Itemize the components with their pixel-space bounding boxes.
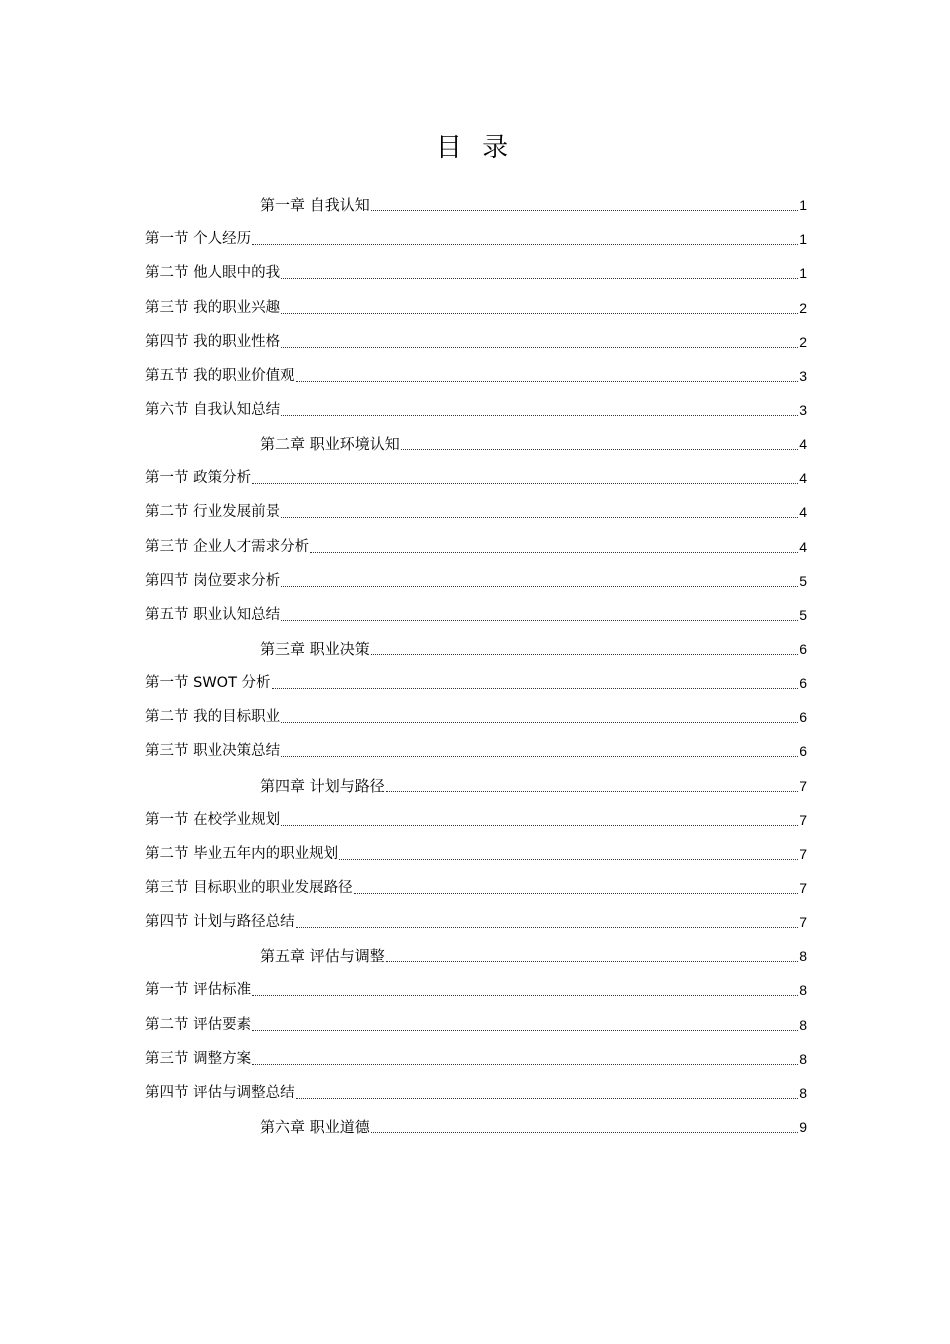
toc-entry-label: 第二节 他人眼中的我 — [145, 265, 281, 282]
toc-section-entry[interactable] — [145, 900, 807, 934]
toc-chapter-entry[interactable] — [145, 627, 807, 661]
toc-section-entry[interactable] — [145, 524, 807, 558]
toc-page-number: 7 — [799, 811, 807, 828]
toc-page-number: 8 — [799, 1084, 807, 1101]
toc-entry-label: 第二节 毕业五年内的职业规划 — [145, 845, 339, 862]
toc-chapter-entry[interactable] — [145, 763, 807, 797]
toc-entry-label: 第四章 计划与路径 — [260, 776, 385, 795]
toc-page-number: 7 — [799, 914, 807, 931]
toc-section-entry[interactable] — [145, 388, 807, 422]
toc-entry-label: 第一节 SWOT 分析 — [145, 675, 271, 692]
toc-dot-leader — [354, 893, 799, 894]
toc-page-number: 4 — [799, 538, 807, 555]
toc-entry-label: 第三节 职业决策总结 — [145, 743, 281, 760]
toc-dot-leader — [339, 859, 798, 860]
toc-dot-leader — [272, 688, 799, 689]
toc-dot-leader — [281, 415, 798, 416]
toc-entry-label: 第四节 计划与路径总结 — [145, 914, 295, 931]
toc-page-number: 6 — [799, 640, 807, 657]
toc-page-number: 5 — [799, 572, 807, 589]
toc-chapter-entry[interactable] — [145, 183, 807, 217]
toc-chapter-entry[interactable] — [145, 1105, 807, 1139]
toc-entry-label: 第三节 目标职业的职业发展路径 — [145, 879, 353, 896]
toc-section-entry[interactable] — [145, 320, 807, 354]
toc-entry-label: 第一节 评估标准 — [145, 982, 252, 999]
toc-dot-leader — [296, 381, 799, 382]
toc-entry-label: 第四节 我的职业性格 — [145, 333, 281, 350]
toc-dot-leader — [281, 278, 798, 279]
toc-page-number: 1 — [799, 265, 807, 282]
toc-entry-label: 第四节 评估与调整总结 — [145, 1084, 295, 1101]
toc-page-number: 8 — [799, 1050, 807, 1067]
toc-dot-leader — [252, 244, 798, 245]
toc-entry-label: 第二节 评估要素 — [145, 1016, 252, 1033]
toc-section-entry[interactable] — [145, 593, 807, 627]
toc-dot-leader — [281, 756, 798, 757]
toc-page-number: 7 — [799, 879, 807, 896]
toc-entry-label: 第三节 我的职业兴趣 — [145, 299, 281, 316]
toc-entry-label: 第五章 评估与调整 — [260, 947, 385, 966]
toc-entry-label: 第一节 在校学业规划 — [145, 811, 281, 828]
toc-section-entry[interactable] — [145, 832, 807, 866]
toc-section-entry[interactable] — [145, 1002, 807, 1036]
toc-dot-leader — [252, 1064, 798, 1065]
toc-section-entry[interactable] — [145, 559, 807, 593]
toc-dot-leader — [371, 654, 798, 655]
toc-page-number: 8 — [799, 982, 807, 999]
toc-chapter-entry[interactable] — [145, 422, 807, 456]
toc-dot-leader — [281, 620, 798, 621]
toc-dot-leader — [281, 722, 798, 723]
toc-page-number: 1 — [799, 197, 807, 214]
toc-dot-leader — [386, 791, 798, 792]
toc-entry-label: 第一节 政策分析 — [145, 470, 252, 487]
toc-section-entry[interactable] — [145, 729, 807, 763]
toc-title: 目 录 — [435, 133, 515, 163]
toc-section-entry[interactable] — [145, 661, 807, 695]
toc-page-number: 4 — [799, 470, 807, 487]
toc-entry-label: 第三章 职业决策 — [260, 639, 370, 658]
toc-dot-leader — [296, 927, 799, 928]
toc-entry-label: 第二章 职业环境认知 — [260, 435, 400, 454]
toc-page-number: 8 — [799, 1016, 807, 1033]
toc-page-number: 6 — [799, 743, 807, 760]
toc-section-entry[interactable] — [145, 285, 807, 319]
toc-page-number: 1 — [799, 231, 807, 248]
toc-dot-leader — [252, 995, 798, 996]
toc-page-number: 5 — [799, 606, 807, 623]
toc-section-entry[interactable] — [145, 1037, 807, 1071]
toc-dot-leader — [386, 961, 798, 962]
toc-section-entry[interactable] — [145, 968, 807, 1002]
toc-entry-label: 第一章 自我认知 — [260, 196, 370, 215]
toc-section-entry[interactable] — [145, 251, 807, 285]
toc-section-entry[interactable] — [145, 866, 807, 900]
toc-entry-label: 第三节 企业人才需求分析 — [145, 538, 310, 555]
toc-page-number: 4 — [799, 504, 807, 521]
toc-entry-label: 第一节 个人经历 — [145, 231, 252, 248]
toc-page-number: 2 — [799, 299, 807, 316]
toc-page-number: 8 — [799, 948, 807, 965]
toc-dot-leader — [281, 347, 798, 348]
toc-dot-leader — [281, 825, 798, 826]
toc-dot-leader — [281, 586, 798, 587]
toc-entry-label: 第四节 岗位要求分析 — [145, 572, 281, 589]
toc-dot-leader — [281, 313, 798, 314]
toc-dot-leader — [252, 1030, 798, 1031]
toc-entry-label: 第六章 职业道德 — [260, 1117, 370, 1136]
toc-dot-leader — [310, 552, 798, 553]
toc-dot-leader — [371, 210, 798, 211]
toc-page-number: 9 — [799, 1118, 807, 1135]
toc-page-number: 6 — [799, 675, 807, 692]
toc-section-entry[interactable] — [145, 695, 807, 729]
toc-page-number: 3 — [799, 401, 807, 418]
toc-section-entry[interactable] — [145, 490, 807, 524]
toc-dot-leader — [281, 517, 798, 518]
toc-entry-label: 第六节 自我认知总结 — [145, 401, 281, 418]
toc-dot-leader — [371, 1132, 798, 1133]
toc-section-entry[interactable] — [145, 354, 807, 388]
toc-entry-label: 第五节 职业认知总结 — [145, 606, 281, 623]
toc-section-entry[interactable] — [145, 1071, 807, 1105]
toc-dot-leader — [252, 483, 798, 484]
toc-page-number: 7 — [799, 777, 807, 794]
toc-page-number: 6 — [799, 709, 807, 726]
toc-entry-label: 第二节 我的目标职业 — [145, 709, 281, 726]
toc-page-number: 3 — [799, 367, 807, 384]
toc-entry-label: 第五节 我的职业价值观 — [145, 367, 295, 384]
toc-dot-leader — [296, 1098, 799, 1099]
toc-section-entry[interactable] — [145, 217, 807, 251]
toc-section-entry[interactable] — [145, 798, 807, 832]
toc-dot-leader — [401, 449, 798, 450]
toc-entry-label: 第三节 调整方案 — [145, 1050, 252, 1067]
toc-page-number: 4 — [799, 436, 807, 453]
toc-chapter-entry[interactable] — [145, 934, 807, 968]
toc-list — [145, 183, 807, 1139]
toc-entry-label: 第二节 行业发展前景 — [145, 504, 281, 521]
toc-page-number: 2 — [799, 333, 807, 350]
toc-page-number: 7 — [799, 845, 807, 862]
toc-section-entry[interactable] — [145, 456, 807, 490]
